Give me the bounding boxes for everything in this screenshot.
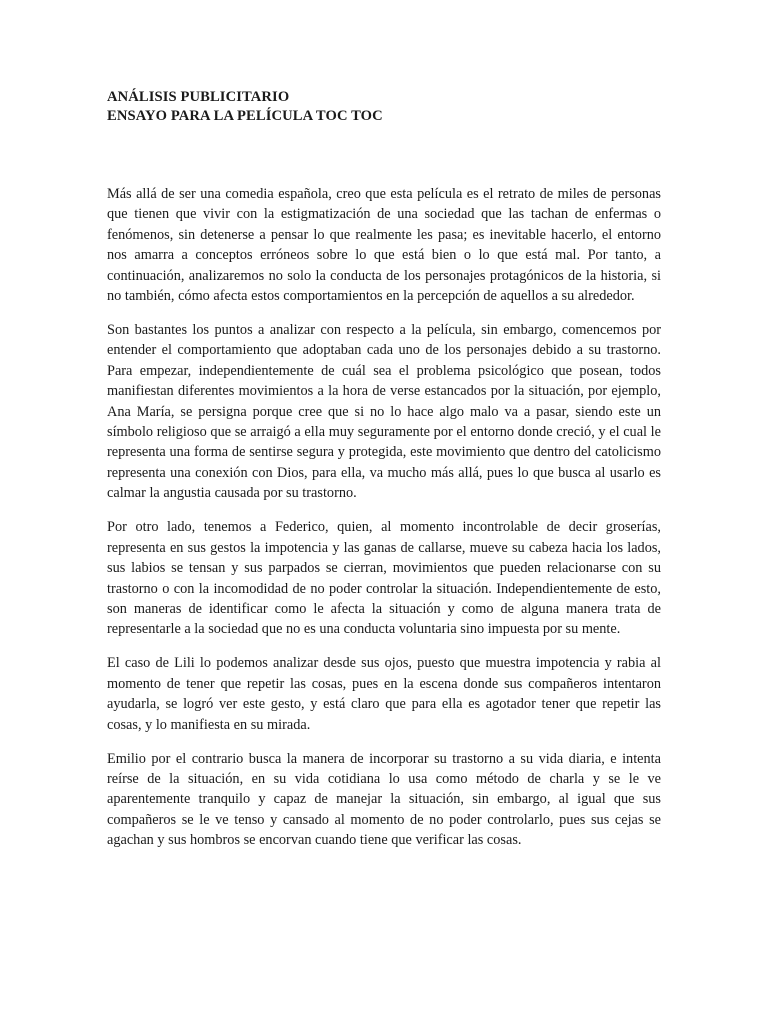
paragraph-ana-maria: Son bastantes los puntos a analizar con respecto a la película, sin embargo, comencemos por entender el comportamiento que adoptaban cada uno de los personajes debido a su trastorno. Para empezar, independientemente de cuál sea el problema psicológico que posean, todos manifiestan diferentes movimientos a la hora de verse estancados por la situación, por ejemplo, Ana María, se persigna porque cree que si no lo hace algo malo va a pasar, siendo este un símbolo religioso que se arraigó a ella muy seguramente por el entorno donde creció, y el cual le representa una forma de sentirse segura y protegida, este movimiento que dentro del catolicismo representa una conexión con Dios, para ella, va mucho más allá, pues lo que busca al usarlo es calmar la angustia causada por su trastorno. [107, 322, 661, 502]
paragraph-federico: Por otro lado, tenemos a Federico, quien, al momento incontrolable de decir groserías, representa en sus gestos la impotencia y las ganas de callarse, mueve su cabeza hacia los lados, sus labios se tensan y sus parpados se cierran, movimientos que pueden relacionarse con su trastorno o con la incomodidad de no poder controlar la situación. Independientemente de esto, son maneras de identificar como le afecta la situación y como de alguna manera trata de representarle a la sociedad que no es una conducta voluntaria sino impuesta por su mente. [107, 519, 661, 638]
title-line-2: ENSAYO PARA LA PELÍCULA TOC TOC [107, 108, 383, 124]
document-title [107, 88, 661, 126]
paragraph-intro: Más allá de ser una comedia española, creo que esta película es el retrato de miles de personas que tienen que vivir con la estigmatización de una sociedad que las tachan de enfermas o fenómenos, sin detenerse a pensar lo que realmente les pasa; es inevitable hacerlo, el entorno nos amarra a conceptos erróneos sobre lo que está bien o lo que está mal. Por tanto, a continuación, analizaremos no solo la conducta de los personajes protagónicos de la historia, si no también, cómo afecta estos comportamientos en la percepción de aquellos a su alrededor. [107, 186, 661, 305]
title-line-1: ANÁLISIS PUBLICITARIO [107, 89, 290, 105]
document-page [107, 88, 661, 864]
paragraph-emilio: Emilio por el contrario busca la manera de incorporar su trastorno a su vida diaria, e intenta reírse de la situación, en su vida cotidiana lo usa como método de charla y se le ve aparentemente tranquilo y capaz de manejar la situación, sin embargo, al igual que sus compañeros se le ve tenso y cansado al momento de no poder controlarlo, pues sus cejas se agachan y sus hombros se encorvan cuando tiene que verificar las cosas. [107, 750, 661, 849]
paragraph-lili: El caso de Lili lo podemos analizar desde sus ojos, puesto que muestra impotencia y rabia al momento de tener que repetir las cosas, pues en la escena donde sus compañeros intentaron ayudarla, se logró ver este gesto, y está claro que para ella es agotador tener que repetir las cosas, y lo manifiesta en su mirada. [107, 655, 661, 733]
